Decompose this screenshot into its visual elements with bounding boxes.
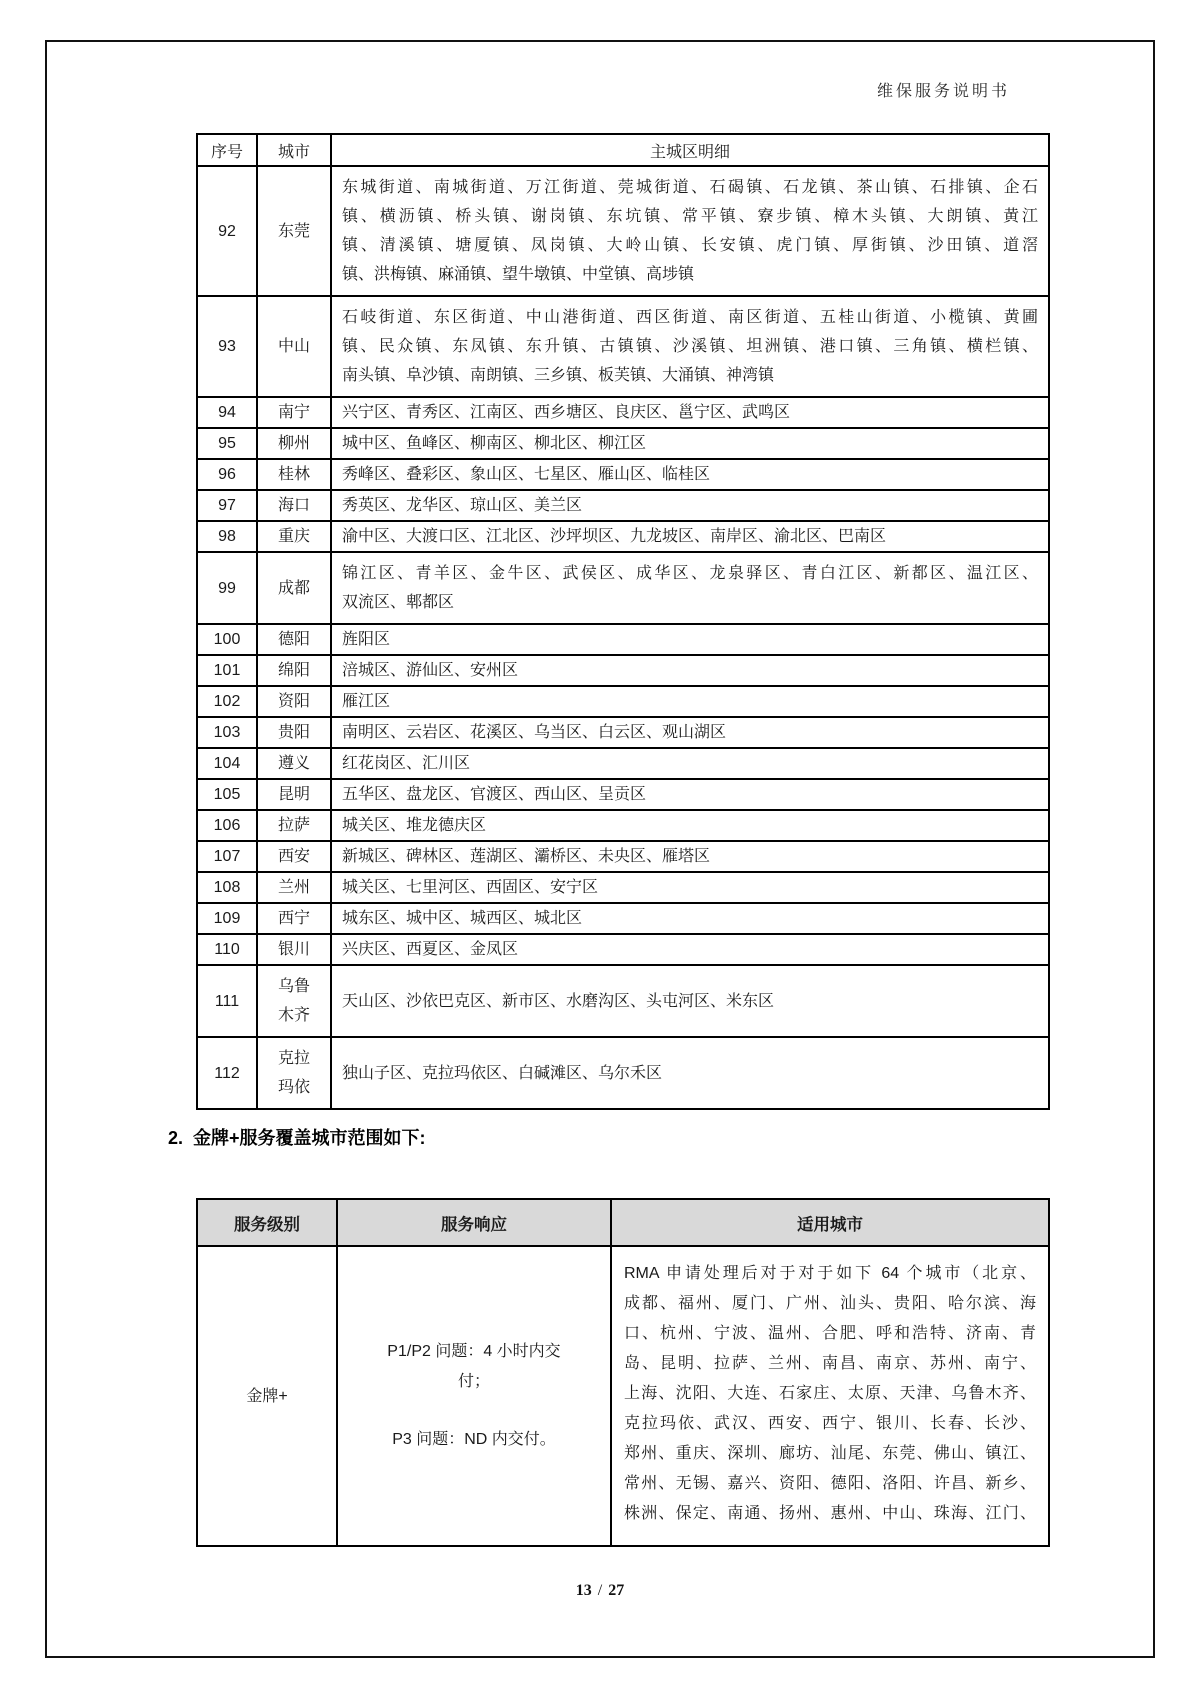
row-districts-cell [331,934,1049,965]
row-index-cell [197,965,257,1037]
text-line: 金牌+ [246,1387,288,1405]
table-row [197,1037,1049,1109]
row-districts-cell [331,810,1049,841]
table-row [197,296,1049,397]
text-line: 银川 [277,941,310,958]
response-paragraph [339,1337,609,1397]
row-city-cell [257,624,331,655]
row-districts-cell [331,296,1049,397]
table-row [197,166,1049,296]
col-header-city: 城市 [257,134,331,166]
table-row [197,655,1049,686]
text-line: 克拉玛依、武汉、西安、西宁、银川、长春、长沙、 [624,1415,1036,1432]
service-response-cell [337,1246,611,1546]
col-header-index: 序号 [197,134,257,166]
text-line: 93 [218,338,236,355]
text-line: 德阳 [277,631,310,648]
row-index-cell [197,934,257,965]
text-line: P3 问题：ND 内交付。 [392,1431,556,1448]
table-header-row [197,1199,1049,1246]
row-index-cell [197,717,257,748]
row-districts-cell [331,459,1049,490]
table-row [197,459,1049,490]
text-line: 贵阳 [277,724,310,741]
text-line: RMA 申请处理后对于对于如下 64 个城市（北京、 [624,1265,1036,1282]
text-line: 镇、民众镇、东凤镇、东升镇、古镇镇、沙溪镇、坦洲镇、港口镇、三角镇、横栏镇、 [342,338,1038,355]
table-header-row [197,134,1049,166]
text-line: 五华区、盘龙区、官渡区、西山区、呈贡区 [342,786,647,803]
text-line: 石岐街道、东区街道、中山港街道、西区街道、南区街道、五桂山街道、小榄镇、黄圃 [342,309,1038,326]
applicable-cities-cell [611,1246,1049,1546]
text-line: 秀峰区、叠彩区、象山区、七星区、雁山区、临桂区 [342,466,711,483]
table-row [197,872,1049,903]
row-index-cell [197,428,257,459]
text-line: 玛依 [277,1079,310,1096]
table-row [197,686,1049,717]
text-line: 秀英区、龙华区、琼山区、美兰区 [342,497,583,514]
table-row [197,521,1049,552]
text-line: 锦江区、青羊区、金牛区、武侯区、成华区、龙泉驿区、青白江区、新都区、温江区、 [342,565,1038,582]
page-footer [0,1582,1200,1600]
text-line: 97 [218,497,236,514]
text-line: 涪城区、游仙区、安州区 [342,662,519,679]
text-line: 新城区、碑林区、莲湖区、灞桥区、未央区、雁塔区 [342,848,711,865]
col-header-districts: 主城区明细 [331,134,1049,166]
row-city-cell [257,841,331,872]
text-line: 昆明 [277,786,310,803]
text-line: 成都、福州、厦门、广州、汕头、贵阳、哈尔滨、海 [624,1295,1036,1312]
row-districts-cell [331,428,1049,459]
row-index-cell [197,166,257,296]
row-city-cell [257,296,331,397]
row-city-cell [257,748,331,779]
row-districts-cell [331,903,1049,934]
text-line: 95 [218,435,236,452]
col-header-applicable-cities: 适用城市 [611,1199,1049,1246]
row-index-cell [197,624,257,655]
row-index-cell [197,810,257,841]
table-row [197,810,1049,841]
text-line: 克拉 [277,1050,310,1067]
row-index-cell [197,490,257,521]
row-index-cell [197,296,257,397]
text-line: 111 [214,992,240,1010]
page-number: 13 [575,1582,592,1599]
text-line: 兴庆区、西夏区、金凤区 [342,941,519,958]
text-line: 重庆 [277,528,310,545]
table-row [197,934,1049,965]
text-line: 西宁 [277,910,310,927]
text-line: 东城街道、南城街道、万江街道、莞城街道、石碣镇、石龙镇、茶山镇、石排镇、企石 [342,179,1038,196]
table-row [197,397,1049,428]
text-line: 桂林 [277,466,310,483]
text-line: 98 [218,528,236,545]
row-city-cell [257,459,331,490]
text-line: 镇、洪梅镇、麻涌镇、望牛墩镇、中堂镇、高埗镇 [342,266,695,283]
city-districts-body [197,166,1049,1109]
col-header-service-response: 服务响应 [337,1199,611,1246]
text-line: 独山子区、克拉玛依区、白碱滩区、乌尔禾区 [342,1064,663,1082]
row-index-cell [197,521,257,552]
row-districts-cell [331,686,1049,717]
row-city-cell [257,552,331,624]
text-line: 郑州、重庆、深圳、廊坊、汕尾、东莞、佛山、镇江、 [624,1445,1036,1462]
text-line: 城中区、鱼峰区、柳南区、柳北区、柳江区 [342,435,647,452]
page-number-separator: / [597,1582,603,1599]
row-city-cell [257,397,331,428]
row-index-cell [197,1037,257,1109]
row-city-cell [257,428,331,459]
row-index-cell [197,779,257,810]
row-city-cell [257,779,331,810]
row-index-cell [197,903,257,934]
text-line: 口、杭州、宁波、温州、合肥、呼和浩特、济南、青 [624,1325,1036,1342]
table-row [197,717,1049,748]
row-city-cell [257,934,331,965]
text-line: 108 [213,879,241,896]
text-line: 104 [213,755,241,772]
table-row [197,1246,1049,1546]
table-row [197,779,1049,810]
text-line: 南明区、云岩区、花溪区、乌当区、白云区、观山湖区 [342,724,727,741]
text-line: 101 [213,662,241,679]
row-city-cell [257,903,331,934]
table-row [197,748,1049,779]
gold-plus-service-table [196,1198,1050,1547]
section-2-heading [168,1124,426,1150]
text-line: 拉萨 [277,817,310,834]
text-line: 付； [457,1373,490,1390]
text-line: 106 [213,817,241,834]
text-line: 99 [218,579,236,597]
table-row [197,552,1049,624]
text-line: 103 [213,724,241,741]
text-line: 107 [213,848,241,865]
text-line: 城关区、堆龙德庆区 [342,817,487,834]
text-line: 柳州 [277,435,310,452]
text-line: 常州、无锡、嘉兴、资阳、德阳、洛阳、许昌、新乡、 [624,1475,1036,1492]
row-city-cell [257,965,331,1037]
text-line: 102 [213,693,241,710]
table-row [197,624,1049,655]
row-index-cell [197,748,257,779]
text-line: 105 [213,786,241,803]
text-line: 木齐 [277,1007,310,1024]
row-index-cell [197,552,257,624]
text-line: 上海、沈阳、大连、石家庄、太原、天津、乌鲁木齐、 [624,1385,1036,1402]
row-city-cell [257,686,331,717]
text-line: 镇、清溪镇、塘厦镇、凤岗镇、大岭山镇、长安镇、虎门镇、厚街镇、沙田镇、道滘 [342,237,1038,254]
text-line: 兴宁区、青秀区、江南区、西乡塘区、良庆区、邕宁区、武鸣区 [342,404,791,421]
text-line: 海口 [277,497,310,514]
gold-plus-service-body [197,1246,1049,1546]
response-paragraph [339,1425,609,1455]
row-districts-cell [331,624,1049,655]
row-districts-cell [331,552,1049,624]
row-index-cell [197,459,257,490]
row-city-cell [257,810,331,841]
row-city-cell [257,655,331,686]
text-line: 资阳 [277,693,310,710]
text-line: 西安 [277,848,310,865]
row-districts-cell [331,841,1049,872]
text-line: 中山 [277,338,310,355]
text-line: 乌鲁 [277,978,310,995]
text-line: 南头镇、阜沙镇、南朗镇、三乡镇、板芙镇、大涌镇、神湾镇 [342,367,775,384]
row-index-cell [197,655,257,686]
document-header-title: 维保服务说明书 [876,83,1010,100]
row-districts-cell [331,872,1049,903]
text-line: 红花岗区、汇川区 [342,755,471,772]
row-index-cell [197,397,257,428]
table-row [197,428,1049,459]
text-line: 绵阳 [277,662,310,679]
text-line: 双流区、郫都区 [342,594,455,611]
section-2-number: 2. [168,1128,184,1148]
row-index-cell [197,872,257,903]
section-2-title: 金牌+服务覆盖城市范围如下: [193,1128,426,1148]
text-line: 109 [213,910,241,927]
text-line: 城关区、七里河区、西固区、安宁区 [342,879,599,896]
row-city-cell [257,872,331,903]
text-line: 镇、横沥镇、桥头镇、谢岗镇、东坑镇、常平镇、寮步镇、樟木头镇、大朗镇、黄江 [342,208,1038,225]
table-row [197,841,1049,872]
text-line: 岛、昆明、拉萨、兰州、南昌、南京、苏州、南宁、 [624,1355,1036,1372]
page-total: 27 [608,1582,625,1599]
row-city-cell [257,1037,331,1109]
text-line: 94 [218,404,236,421]
row-index-cell [197,841,257,872]
row-city-cell [257,166,331,296]
text-line: 兰州 [277,879,310,896]
text-line: 天山区、沙依巴克区、新市区、水磨沟区、头屯河区、米东区 [342,992,775,1010]
text-line: 株洲、保定、南通、扬州、惠州、中山、珠海、江门、 [624,1505,1036,1522]
row-districts-cell [331,521,1049,552]
text-line: 成都 [277,579,310,597]
col-header-service-level: 服务级别 [197,1199,337,1246]
text-line: 东莞 [277,222,310,240]
row-index-cell [197,686,257,717]
row-districts-cell [331,655,1049,686]
text-line: 112 [214,1064,240,1082]
text-line: 92 [218,222,236,240]
text-line: 96 [218,466,236,483]
row-city-cell [257,521,331,552]
row-districts-cell [331,965,1049,1037]
text-line: 100 [213,631,241,648]
table-row [197,903,1049,934]
table-row [197,965,1049,1037]
row-districts-cell [331,779,1049,810]
row-districts-cell [331,397,1049,428]
text-line: 城东区、城中区、城西区、城北区 [342,910,583,927]
text-line: 旌阳区 [342,631,391,648]
row-districts-cell [331,166,1049,296]
row-districts-cell [331,717,1049,748]
row-districts-cell [331,1037,1049,1109]
text-line: 遵义 [277,755,310,772]
text-line: 南宁 [277,404,310,421]
row-city-cell [257,490,331,521]
text-line: P1/P2 问题：4 小时内交 [387,1343,561,1360]
city-districts-table [196,133,1050,1110]
row-city-cell [257,717,331,748]
text-line: 渝中区、大渡口区、江北区、沙坪坝区、九龙坡区、南岸区、渝北区、巴南区 [342,528,887,545]
table-row [197,490,1049,521]
service-level-cell [197,1246,337,1546]
text-line: 雁江区 [342,693,391,710]
row-districts-cell [331,490,1049,521]
text-line: 110 [214,941,240,958]
row-districts-cell [331,748,1049,779]
